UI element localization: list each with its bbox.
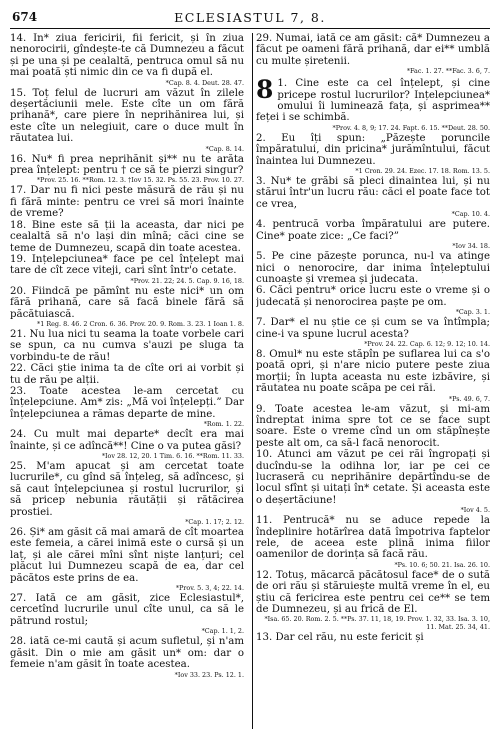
- verse: 3. Nu* te grăbi să pleci dinaintea lui, și nu stărui într'un lucru rău: căci el poate face tot ce vrea,: [256, 176, 490, 210]
- cross-reference: *Prov. 4. 8, 9; 17. 24. Fapt. 6. 15. **Deut. 28. 50.: [332, 123, 490, 132]
- verse: 8. Omul* nu este stăpîn pe suflarea lui ca s'o poată opri, și n'are nicio putere peste ziua morții; în lupta aceasta nu este izbăvire, și răutatea nu poate scăpa pe cei răi.: [256, 348, 490, 395]
- cross-reference: *Cap. 3. 1.: [455, 308, 490, 317]
- verse: 18. Bine este să ții la aceasta, dar nici pe cealaltă să n'o lași din mînă; căci cine se teme de Dumnezeu, scapă din toate acestea.: [10, 219, 244, 254]
- cross-reference: *Cap. 1. 1, 2.: [201, 627, 244, 636]
- verse: 4. pentrucă vorba împăratului are putere. Cine* poate zice: „Ce faci?”: [256, 219, 490, 242]
- cross-reference: *Cap. 8. 14.: [205, 144, 244, 153]
- verse: 24. Cu mult mai departe* decît era mai înainte, și ce adîncă**! Cine o va putea găsi?: [10, 429, 244, 452]
- verse: 10. Atunci am văzut pe cei răi îngropați și ducîndu-se la odihna lor, iar pe cei ce lucraseră cu neprihănire depărtîndu-se de locul sfînt și uitați în* cetate. Și aceasta este o deșertăciune!: [256, 449, 490, 506]
- verse: 2. Eu îți spun: „Păzește poruncile împăratului, din pricina* jurămîntului, făcut înaintea lui Dumnezeu.: [256, 132, 490, 167]
- two-column-body: [10, 33, 490, 733]
- cross-reference: *1 Reg. 8. 46. 2 Cron. 6. 36. Prov. 20. 9. Rom. 3. 23. 1 Ioan 1. 8.: [37, 319, 244, 328]
- verse: 25. M'am apucat și am cercetat toate lucrurile*, cu gînd să înțeleg, să adîncesc, și să caut înțelepciunea și rostul lucrurilor, și să pricep nebunia răutății și rătăcirea prostiei.: [10, 461, 244, 518]
- verse: 21. Nu lua nici tu seama la toate vorbele cari se spun, ca nu cumva s'auzi pe sluga ta vorbindu-te de rău!: [10, 328, 244, 363]
- verse: 22. Căci știe inima ta de cîte ori ai vorbit și tu de rău pe alții.: [10, 363, 244, 386]
- cross-reference: *Prov. 21. 22; 24. 5. Cap. 9. 16, 18.: [130, 276, 244, 285]
- cross-reference: *Ps. 10. 6; 50. 21. Isa. 26. 10.: [394, 560, 490, 569]
- cross-reference: *Prov. 5. 3, 4; 22. 14.: [175, 584, 244, 593]
- verse: 23. Toate acestea le-am cercetat cu înțelepciune. Am* zis: „Mă voi înțelepți.” Dar înțelepciunea a rămas departe de mine.: [10, 385, 244, 420]
- verse: 26. Și* am găsit că mai amară de cît moartea este femeia, a cărei inimă este o cursă și un laț, și ale cărei mîni sînt niște lanțuri; cel plăcut lui Dumnezeu scapă de ea, dar cel păcătos este prins de ea.: [10, 527, 244, 584]
- cross-reference: *Iov 28. 12, 20. 1 Tim. 6. 16. **Rom. 11. 33.: [101, 452, 244, 460]
- chapter-start: [256, 75, 490, 124]
- verse: 27. Iată ce am găsit, zice Eclesiastul*, cercetînd lucrurile unul cîte unul, ca să le pătrund rostul;: [10, 593, 244, 627]
- cross-reference: *Iov 4. 5.: [460, 506, 490, 515]
- verse: 14. In* ziua fericirii, fii fericit, și în ziua nenorocirii, gîndește-te că Dumnezeu a făcut și pe una și pe cealaltă, pentruca omul să nu mai poată ști nimic din ce va fi după el.: [10, 33, 244, 79]
- right-column: [256, 33, 490, 733]
- cross-reference: *Iov 34. 18.: [452, 242, 490, 251]
- verse: 29. Numai, iată ce am găsit: că* Dumnezeu a făcut pe oameni fără prihană, dar ei** umblă cu multe șiretenii.: [256, 33, 490, 67]
- cross-reference: *Cap. 10. 4.: [451, 210, 490, 219]
- verse: 12. Totuș, măcarcă păcătosul face* de o sută de ori rău și stăruiește multă vreme în el, eu știu că fericirea este pentru cei ce** se tem de Dumnezeu, și au frică de El.: [256, 569, 490, 616]
- cross-reference: *Fac. 1. 27. **Fac. 3. 6, 7.: [406, 67, 490, 76]
- verse: 28. iată ce-mi caută și acum sufletul, și n'am găsit. Din o mie am găsit un* om: dar o femeie n'am găsit în toate acestea.: [10, 636, 244, 671]
- left-column: [10, 33, 244, 733]
- verse: 5. Pe cine păzește porunca, nu-l va atinge nici o nenorocire, dar inima înțeleptului cunoaște și vremea și judecata.: [256, 251, 490, 285]
- page-header: [10, 8, 490, 29]
- verse: 15. Toț felul de lucruri am văzut în zilele deșertăciunii mele. Este cîte un om fără prihană*, care piere în neprihănirea lui, și este cîte un nelegiuit, care o duce mult în răutatea lui.: [10, 87, 244, 145]
- cross-reference: *Cap. 1. 17; 2. 12.: [185, 518, 244, 527]
- verse: 17. Dar nu fi nici peste măsură de rău și nu fi fără minte: pentru ce vrei să mori înainte de vreme?: [10, 185, 244, 220]
- verse: 19. Ințelepciunea* face pe cel înțelept mai tare de cît zece viteji, cari sînt într'o cetate.: [10, 253, 244, 277]
- verse: 6. Căci pentru* orice lucru este o vreme și o judecată și nenorocirea paște pe om.: [256, 285, 490, 308]
- cross-reference: *1 Cron. 29. 24. Ezec. 17. 18. Rom. 13. 5.: [355, 167, 490, 176]
- verse: 16. Nu* fi prea neprihănit și** nu te arăta prea înțelept: pentru † ce să te pierzi singur?: [10, 153, 244, 177]
- column-divider: [252, 33, 253, 729]
- chapter-number: 8: [256, 75, 274, 105]
- cross-reference: *Cap. 8. 4. Deut. 28. 47.: [165, 78, 244, 87]
- cross-reference: *Prov. 24. 22. Cap. 6. 12; 9. 12; 10. 14.: [364, 339, 490, 348]
- verse: 13. Dar cel rău, nu este fericit și: [256, 632, 424, 644]
- verse: 11. Pentrucă* nu se aduce repede la îndeplinire hotărîrea dată împotriva faptelor rele, de aceea este plină inima fiilor oamenilor de dorința să facă rău.: [256, 515, 490, 561]
- running-title: ECLESIASTUL 7, 8.: [174, 10, 326, 25]
- cross-reference: *Isa. 65. 20. Rom. 2. 5. **Ps. 37. 11, 18, 19. Prov. 1. 32, 33. Isa. 3. 10, 11. Mat. 25. 34, 41.: [264, 615, 490, 632]
- verse: 1. Cine este ca cel înțelept, și cine pricepe rostul lucrurilor? Ințelepciunea* omului îi luminează fața, și asprimea** feței i se schimbă.: [256, 78, 490, 124]
- cross-reference: *Prov. 25. 16. **Rom. 12. 3. †Iov 15. 32. Ps. 55. 23. Prov. 10. 27.: [36, 176, 244, 185]
- verse: 20. Fiindcă pe pămînt nu este nici* un om fără prihană, care să facă binele fără să păcătuiască.: [10, 285, 244, 320]
- cross-reference: *Iov 33. 23. Ps. 12. 1.: [174, 670, 244, 679]
- verse: 7. Dar* el nu știe ce și cum se va întîmpla; cine-i va spune lucrul acesta?: [256, 317, 490, 340]
- page-number: 674: [12, 10, 38, 24]
- cross-reference: *Ps. 49. 6, 7.: [448, 394, 490, 403]
- cross-reference: *Rom. 1. 22.: [203, 420, 244, 429]
- verse: 9. Toate acestea le-am văzut, și mi-am îndreptat inima spre tot ce se face supt soare. Este o vreme cînd un om stăpînește peste alt om, ca să-l facă nenorocit.: [256, 403, 490, 449]
